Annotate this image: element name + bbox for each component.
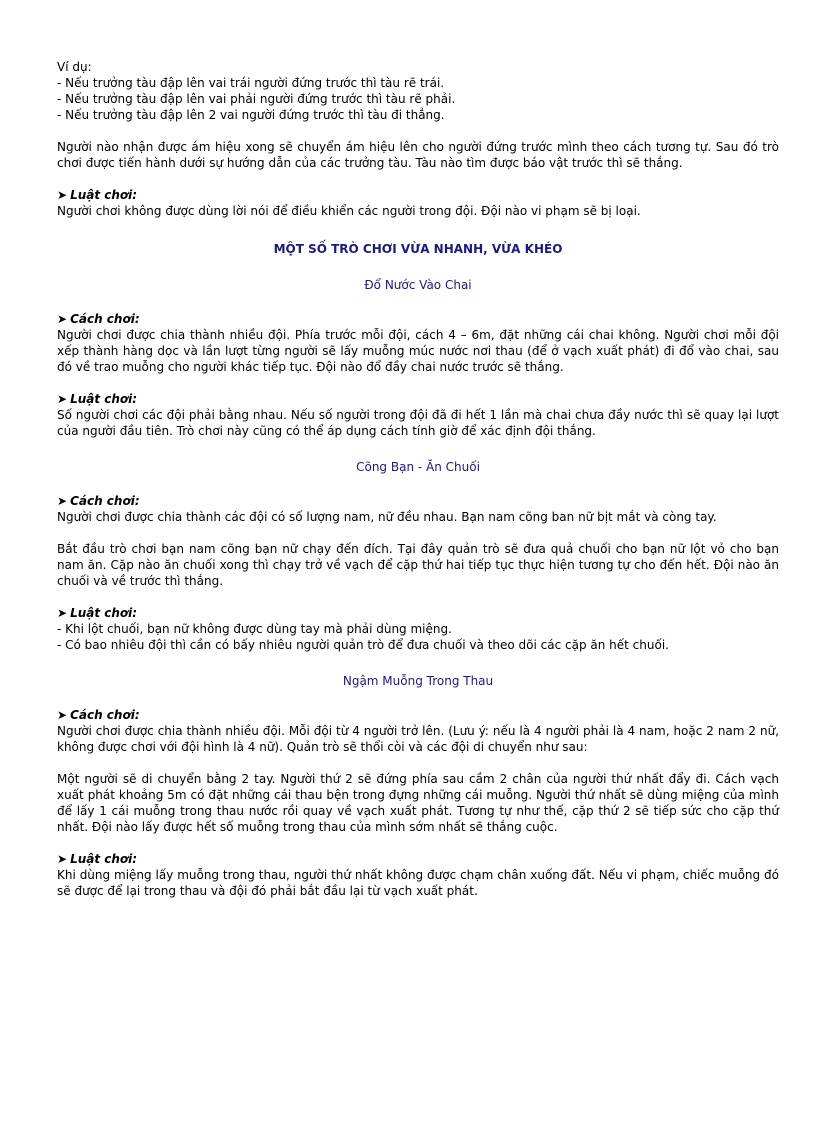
intro-paragraph: Người nào nhận được ám hiệu xong sẽ chuyển ám hiệu lên cho người đứng trước mình theo cách tương tự. Sau đó trò chơi được tiến hành dưới sự hướng dẫn của các trưởng tàu. Tàu nào tìm được báo vật trước thì sẽ thắng. xyxy=(57,140,779,170)
rule-text: Số người chơi các đội phải bằng nhau. Nếu số người trong đội đã đi hết 1 lần mà chai chưa đầy nước thì sẽ quay lại lượt của người đầu tiên. Trò chơi này cũng có thể áp dụng cách tính giờ để xác định đội thắng. xyxy=(57,408,779,438)
game-title: Ngậm Muỗng Trong Thau xyxy=(342,674,494,688)
how-text: Người chơi được chia thành các đội có số lượng nam, nữ đều nhau. Bạn nam cõng ban nữ bịt mắt và còng tay. xyxy=(57,510,717,524)
rule-line: - Có bao nhiêu đội thì cần có bấy nhiêu người quản trò để đưa chuối và theo dõi các cặp ăn hết chuối. xyxy=(57,638,669,652)
arrow-bullet-icon: ➤ xyxy=(57,312,68,326)
arrow-bullet-icon: ➤ xyxy=(57,494,68,508)
document-page xyxy=(57,59,779,899)
main-title: MỘT SỐ TRÒ CHƠI VỪA NHANH, VỪA KHÉO xyxy=(273,242,563,256)
how-text: Người chơi được chia thành nhiều đội. Mỗi đội từ 4 người trở lên. (Lưu ý: nếu là 4 người phải là 4 nam, hoặc 2 nam 2 nữ, không được chơi với đội hình là 4 nữ). Quản trò sẽ thổi còi và các đội di chuyển như sau: xyxy=(57,724,779,754)
rule-line: - Khi lột chuối, bạn nữ không được dùng tay mà phải dùng miệng. xyxy=(57,622,452,636)
rule-text: Người chơi không được dùng lời nói để điều khiển các người trong đội. Đội nào vi phạm sẽ bị loại. xyxy=(57,204,641,218)
example-label: Ví dụ: xyxy=(57,60,92,74)
game-title: Cõng Bạn - Ăn Chuối xyxy=(356,460,480,474)
rule-heading: ➤ Luật chơi: xyxy=(57,392,138,406)
how-text-continued: Bắt đầu trò chơi bạn nam cõng bạn nữ chạy đến đích. Tại đây quản trò sẽ đưa quả chuối cho bạn nữ lột vỏ cho bạn nam ăn. Cặp nào ăn chuối xong thì chạy trở về vạch để cặp thứ hai tiếp tục thực hiện tương tự cho đến hết. Đội nào ăn chuối và về trước thì thắng. xyxy=(57,542,779,588)
rule-text: Khi dùng miệng lấy muỗng trong thau, người thứ nhất không được chạm chân xuống đất. Nếu vi phạm, chiếc muỗng đó sẽ được để lại trong thau và đội đó phải bắt đầu lại từ vạch xuất phát. xyxy=(57,868,779,898)
how-heading: ➤ Cách chơi: xyxy=(57,494,140,508)
arrow-bullet-icon: ➤ xyxy=(57,606,68,620)
arrow-bullet-icon: ➤ xyxy=(57,188,68,202)
how-heading: ➤ Cách chơi: xyxy=(57,708,140,722)
example-line: - Nếu trưởng tàu đập lên vai phải người đứng trước thì tàu rẽ phải. xyxy=(57,92,456,106)
how-text: Người chơi được chia thành nhiều đội. Phía trước mỗi đội, cách 4 – 6m, đặt những cái chai không. Người chơi mỗi đội xếp thành hàng dọc và lần lượt từng người sẽ lấy muỗng múc nước nơi thau (để ở vạch xuất phát) đi đổ vào chai, sau đó về trao muỗng cho người khác tiếp tục. Đội nào đổ đầy chai nước trước sẽ thắng. xyxy=(57,328,779,374)
rule-heading: ➤ Luật chơi: xyxy=(57,188,138,202)
arrow-bullet-icon: ➤ xyxy=(57,708,68,722)
arrow-bullet-icon: ➤ xyxy=(57,392,68,406)
arrow-bullet-icon: ➤ xyxy=(57,852,68,866)
how-heading: ➤ Cách chơi: xyxy=(57,312,140,326)
game-title: Đổ Nước Vào Chai xyxy=(364,278,472,292)
how-text-continued: Một người sẽ di chuyển bằng 2 tay. Người thứ 2 sẽ đứng phía sau cầm 2 chân của người thứ nhất đẩy đi. Cách vạch xuất phát khoảng 5m có đặt những cái thau bện trong đựng những cái muỗng. Người thứ nhất sẽ dùng miệng của mình để lấy 1 cái muỗng trong thau nước rồi quay về vạch xuất phát. Tương tự như thế, cặp thứ 2 sẽ tiếp sức cho cặp thứ nhất. Đội nào lấy được hết số muỗng trong thau của mình sớm nhất sẽ thắng cuộc. xyxy=(57,772,779,834)
rule-heading: ➤ Luật chơi: xyxy=(57,606,138,620)
example-line: - Nếu trưởng tàu đập lên vai trái người đứng trước thì tàu rẽ trái. xyxy=(57,76,445,90)
rule-heading: ➤ Luật chơi: xyxy=(57,852,138,866)
example-line: - Nếu trưởng tàu đập lên 2 vai người đứng trước thì tàu đi thẳng. xyxy=(57,108,445,122)
